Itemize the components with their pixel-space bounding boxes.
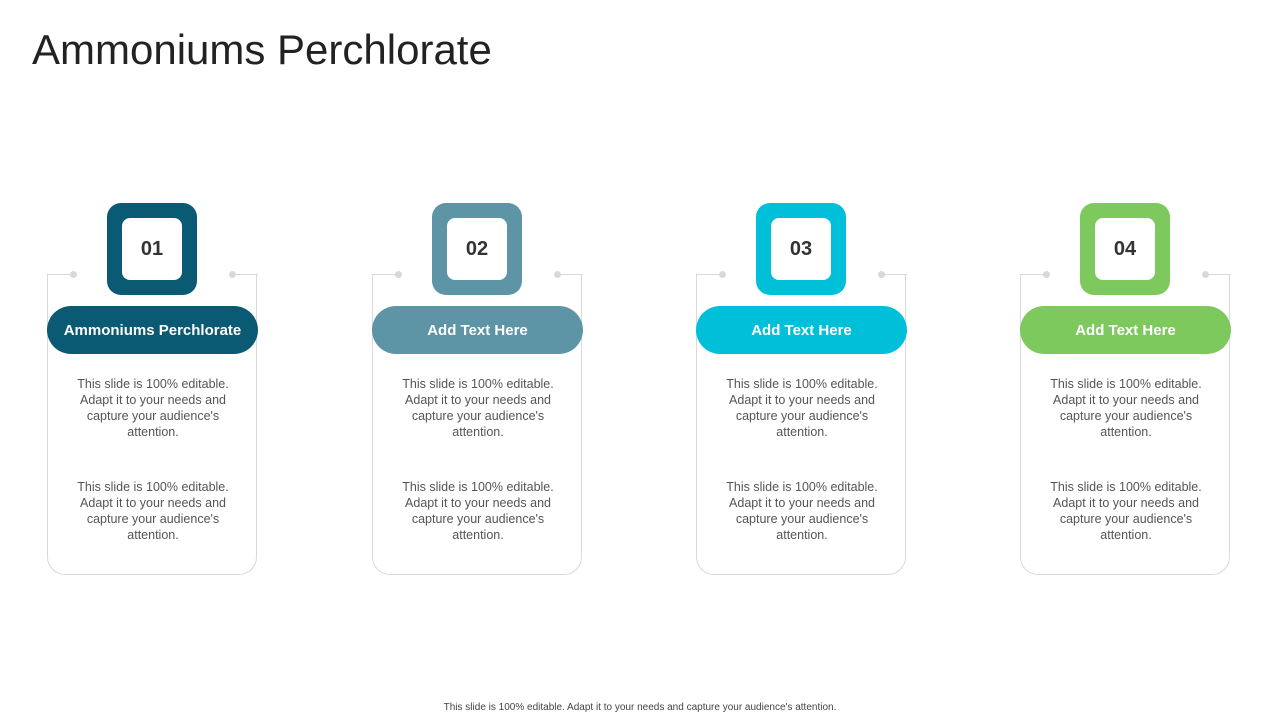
connector-dot: [1202, 271, 1209, 278]
step-description: This slide is 100% editable. Adapt it to your needs and capture your audience's attention.: [1050, 480, 1202, 542]
step-heading: Add Text Here: [372, 306, 583, 354]
step-description: This slide is 100% editable. Adapt it to your needs and capture your audience's attention.: [402, 480, 554, 542]
connector-dot: [229, 271, 236, 278]
frame-divider: [1206, 274, 1231, 275]
step-description: This slide is 100% editable. Adapt it to your needs and capture your audience's attention.: [77, 480, 229, 542]
number-badge: [1080, 203, 1170, 295]
step-heading: Add Text Here: [696, 306, 907, 354]
step-description: This slide is 100% editable. Adapt it to your needs and capture your audience's attention.: [726, 480, 878, 542]
connector-dot: [554, 271, 561, 278]
step-description: This slide is 100% editable. Adapt it to your needs and capture your audience's attention.: [726, 377, 878, 439]
step-card-03: [696, 203, 908, 576]
step-card-01: [47, 203, 259, 576]
step-card-04: [1020, 203, 1232, 576]
footer-note: This slide is 100% editable. Adapt it to your needs and capture your audience's attention.: [443, 702, 837, 713]
number-badge: [432, 203, 522, 295]
page-title: Ammoniums Perchlorate: [32, 26, 492, 73]
step-number: 03: [771, 218, 831, 280]
step-number: 04: [1095, 218, 1155, 280]
frame-divider: [882, 274, 907, 275]
connector-dot: [70, 271, 77, 278]
number-badge: [107, 203, 197, 295]
connector-dot: [878, 271, 885, 278]
step-card-02: [372, 203, 584, 576]
step-heading: Ammoniums Perchlorate: [47, 306, 258, 354]
step-number: 02: [447, 218, 507, 280]
connector-dot: [395, 271, 402, 278]
frame-divider: [233, 274, 258, 275]
step-description: This slide is 100% editable. Adapt it to your needs and capture your audience's attention.: [1050, 377, 1202, 439]
connector-dot: [1043, 271, 1050, 278]
step-heading: Add Text Here: [1020, 306, 1231, 354]
step-description: This slide is 100% editable. Adapt it to your needs and capture your audience's attention.: [402, 377, 554, 439]
connector-dot: [719, 271, 726, 278]
frame-divider: [558, 274, 583, 275]
step-number: 01: [122, 218, 182, 280]
step-description: This slide is 100% editable. Adapt it to your needs and capture your audience's attention.: [77, 377, 229, 439]
number-badge: [756, 203, 846, 295]
